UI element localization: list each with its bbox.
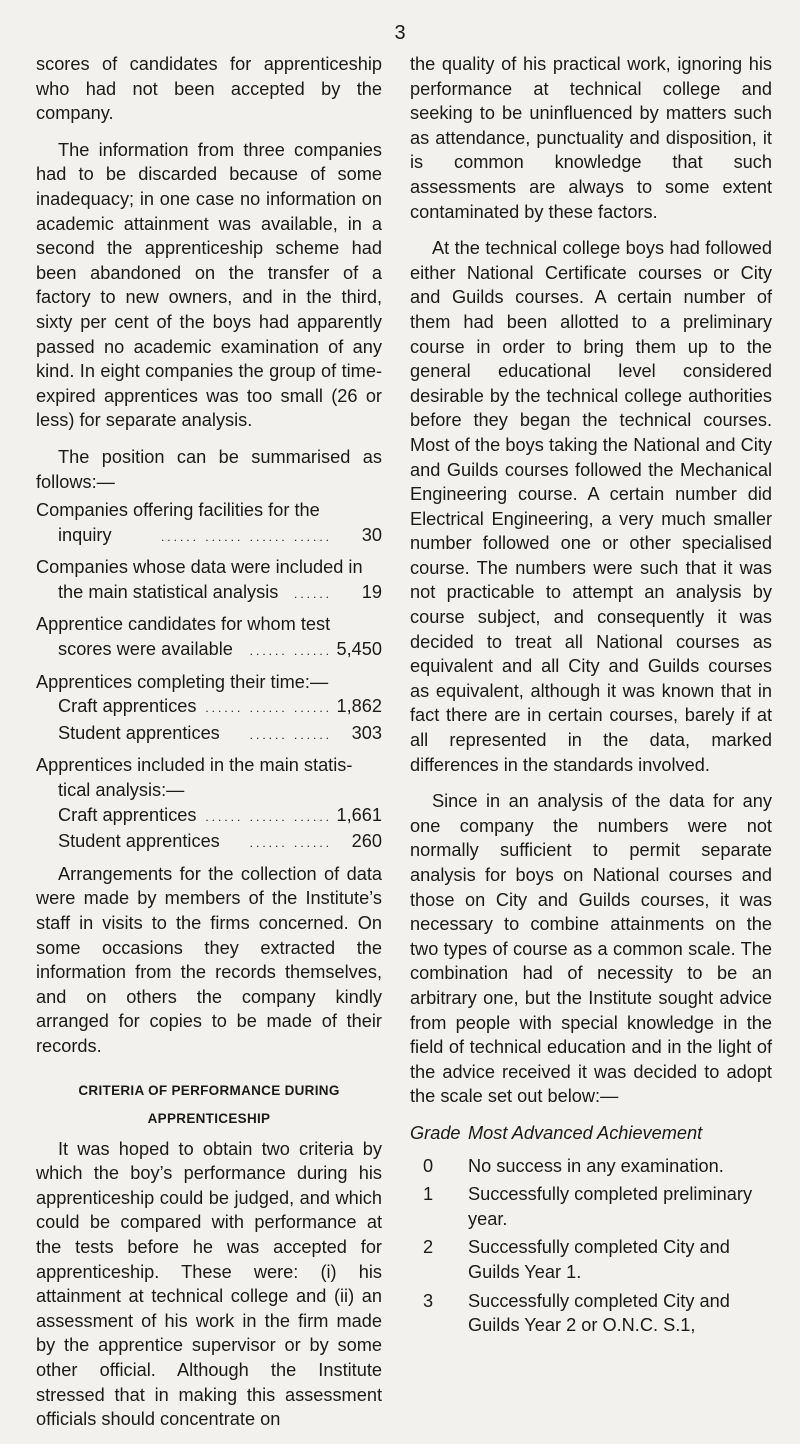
summary-item — [36, 555, 382, 606]
summary-label: inquiry — [58, 524, 112, 545]
summary-value: 303 — [351, 722, 382, 743]
summary-value: 19 — [361, 581, 382, 602]
grade-row — [410, 1289, 772, 1338]
leader-dots: ...... ...... ...... ...... — [160, 529, 332, 544]
grade-description: Successfully completed City and Guilds Year 1. — [468, 1237, 730, 1282]
paragraph: The information from three companies had to be discarded because of some inadequacy; in one case no information on academic attainment was available, in a second the apprenticeship scheme had been abandoned on the transfer of a factory to new owners, and in the third, sixty per cent of the boys had apparently passed no academic examination of any kind. In eight companies the group of time-expired apprentices was too small (26 or less) for separate analysis. — [36, 139, 382, 431]
paragraph: the quality of his practical work, ignoring his performance at technical college and seeking to be uninfluenced by matters such as attendance, punctuality and disposition, it is common knowledge that such assessments are always to some extent contaminated by these factors. — [410, 54, 772, 222]
summary-line — [36, 721, 382, 748]
summary-line — [36, 637, 382, 664]
leader-dots: ...... — [293, 586, 332, 601]
grade-description: Successfully completed City and Guilds Year 2 or O.N.C. S.1, — [468, 1290, 730, 1336]
summary-label: Craft apprentices — [58, 804, 197, 825]
grade-column-header: Grade — [410, 1122, 461, 1143]
paragraph: Arrangements for the collection of data were made by members of the Institute’s staff in visits to the firms concerned. On some occasions they extracted the information from the records themselves, and on others the company kindly arranged for copies to be made of their records. — [36, 863, 382, 1056]
grade-row — [410, 1182, 772, 1231]
page-number: 3 — [394, 22, 406, 44]
grade-value: 2 — [422, 1237, 434, 1258]
leader-dots: ...... ...... — [249, 836, 332, 851]
summary-value: 1,661 — [336, 804, 382, 825]
left-column — [36, 52, 382, 1444]
section-heading — [36, 1077, 382, 1133]
section-heading-line: APPRENTICESHIP — [147, 1110, 271, 1126]
summary-item — [36, 498, 382, 549]
summary-label: Apprentices included in the main statis- — [36, 755, 353, 776]
summary-value: 5,450 — [336, 639, 382, 660]
summary-line — [36, 523, 382, 550]
summary-label: Craft apprentices — [58, 696, 197, 717]
paragraph: scores of candidates for apprenticeship who had not been accepted by the company. — [36, 54, 382, 124]
leader-dots: ...... ...... — [249, 727, 332, 742]
section-heading-line: CRITERIA OF PERFORMANCE DURING — [78, 1082, 340, 1098]
summary-line — [36, 580, 382, 607]
leader-dots: ...... ...... ...... — [205, 701, 332, 716]
grade-description: Successfully completed preliminary year. — [468, 1184, 753, 1229]
grade-value: 0 — [422, 1155, 434, 1176]
grade-description: No success in any examination. — [468, 1155, 724, 1176]
summary-line — [36, 694, 382, 721]
summary-item — [36, 612, 382, 663]
leader-dots: ...... ...... ...... — [205, 809, 332, 824]
grade-row — [410, 1154, 772, 1179]
right-column — [410, 52, 772, 1342]
summary-line — [36, 803, 382, 830]
summary-value: 30 — [361, 524, 382, 545]
achievement-column-header: Most Advanced Achievement — [468, 1122, 703, 1143]
summary-label: the main statistical analysis — [58, 581, 279, 602]
grade-row — [410, 1235, 772, 1284]
summary-value: 1,862 — [336, 696, 382, 717]
paragraph: It was hoped to obtain two criteria by which the boy’s performance during his apprenticeship could be judged, and which could be compared with performance at the tests before he was accepted for apprenticeship. These were: (i) his attainment at technical college and (ii) an assessment of his work in the firm made by the apprentice supervisor or by some other official. Although the Institute stressed that in making this assessment officials should concentrate on — [36, 1138, 382, 1430]
summary-label: Apprentice candidates for whom test — [36, 614, 331, 635]
grade-table-header — [410, 1121, 772, 1146]
summary-label: tical analysis:— — [58, 780, 185, 801]
summary-item — [36, 753, 382, 855]
summary-label: Companies offering facilities for the — [36, 500, 320, 521]
grade-value: 3 — [422, 1290, 434, 1311]
leader-dots: ...... ...... — [249, 644, 332, 659]
grade-value: 1 — [422, 1184, 434, 1205]
summary-label: Student apprentices — [58, 831, 220, 852]
summary-label: Apprentices completing their time:— — [36, 671, 329, 692]
summary-value: 260 — [351, 831, 382, 852]
summary-label: Student apprentices — [58, 722, 220, 743]
summary-item — [36, 670, 382, 748]
summary-line — [36, 829, 382, 856]
paragraph: Since in an analysis of the data for any one company the numbers were not normally sufficient to permit separate analysis for boys on National courses and those on City and Guilds courses, it was necessary to combine attainments on the two types of course as a common scale. The combination had of necessity to be an arbitrary one, but the Institute sought advice from people with special knowledge in the field of technical education and in the light of the advice received it was decided to adopt the scale set out below:— — [410, 791, 772, 1107]
summary-label: Companies whose data were included in — [36, 557, 363, 578]
paragraph: At the technical college boys had followed either National Certificate courses or City and Guilds courses. A certain number of them had been allotted to a preliminary course in order to bring them up to the general educational level considered desirable by the technical college authorities before they began the technical courses. Most of the boys taking the National and City and Guilds courses followed the Mechanical Engineering course. A certain number did Electrical Engineering, a very much smaller number followed one or other specialised course. The numbers were such that it was not practicable to attempt an analysis by course subject, and consequently it was decided to treat all National courses as equivalent and all City and Guilds courses as equivalent, although it was known that in fact there are in certain courses, barely if at all represented in the data, marked differences in the standards involved. — [410, 238, 772, 775]
summary-intro: The position can be summarised as follows:— — [36, 446, 382, 492]
summary-label: scores were available — [58, 639, 233, 660]
